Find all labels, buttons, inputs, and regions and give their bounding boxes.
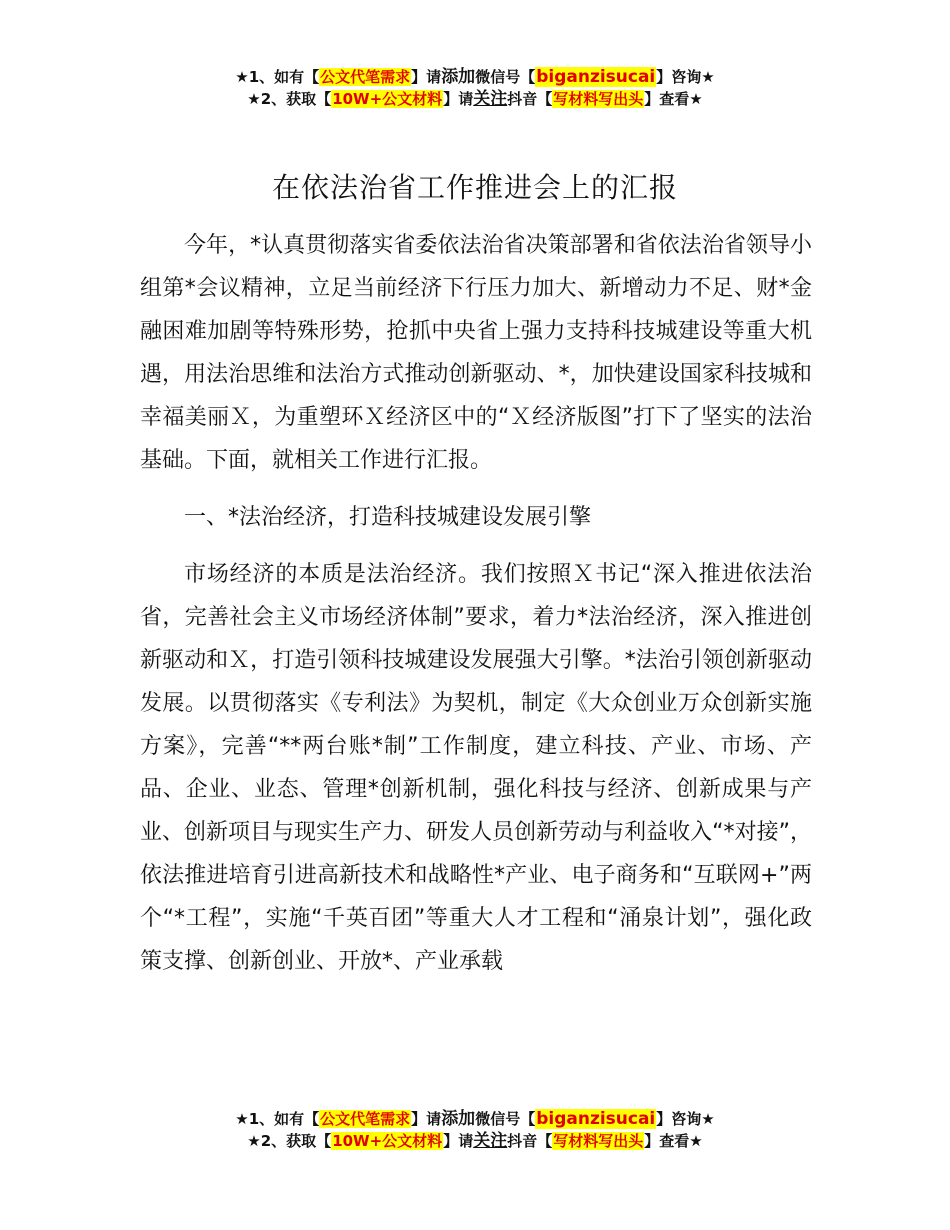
promo-text: 】请 [411, 68, 442, 86]
promo-text: 】请 [411, 1110, 442, 1128]
document-title: 在依法治省工作推进会上的汇报 [271, 171, 678, 204]
promo-notice-bottom [0, 1108, 950, 1152]
promo-notice-top [0, 66, 950, 110]
promo-text: 抖音【 [507, 90, 553, 108]
promo-line-2 [0, 88, 950, 110]
douyin-account: 写材料写出头 [553, 1132, 644, 1150]
promo-emphasis: 关注 [473, 1131, 508, 1151]
promo-text: 】请 [443, 90, 474, 108]
promo-emphasis: 添加 [441, 67, 476, 87]
wechat-id: biganzisucai [536, 67, 656, 87]
wechat-id: biganzisucai [536, 1109, 656, 1129]
paragraph-section-1: 市场经济的本质是法治经济。我们按照Ｘ书记“深入推进依法治省，完善社会主义市场经济体制”要求，着力*法治经济，深入推进创新驱动和Ｘ，打造引领科技城建设发展强大引擎。*法治引领创新驱动发展。以贯彻落实《专利法》为契机，制定《大众创业万众创新实施方案》，完善“**两台账*制”工作制度，建立科技、产业、市场、产品、企业、业态、管理*创新机制，强化科技与经济、创新成果与产业、创新项目与现实生产力、研发人员创新劳动与利益收入“*对接”，依法推进培育引进高新技术和战略性*产业、电子商务和“互联网+”两个“*工程”，实施“千英百团”等重大人才工程和“涌泉计划”，强化政策支撑、创新创业、开放*、产业承载 [140, 562, 812, 974]
promo-highlight: 10W+公文材料 [332, 1132, 443, 1150]
promo-text: ★1、如有【 [235, 68, 320, 86]
section-heading-1: 一、*法治经济，打造科技城建设发展引擎 [184, 505, 592, 530]
promo-emphasis: 关注 [473, 89, 508, 109]
promo-text: 】查看★ [644, 90, 703, 108]
promo-text: 微信号【 [475, 68, 536, 86]
promo-text: 】咨询★ [656, 68, 715, 86]
promo-highlight: 公文代笔需求 [320, 1110, 411, 1128]
promo-text: ★1、如有【 [235, 1110, 320, 1128]
promo-line-1 [0, 66, 950, 88]
promo-text: ★2、获取【 [247, 90, 332, 108]
promo-text: 】咨询★ [656, 1110, 715, 1128]
promo-text: 】请 [443, 1132, 474, 1150]
promo-highlight: 公文代笔需求 [320, 68, 411, 86]
paragraph-intro: 今年，*认真贯彻落实省委依法治省决策部署和省依法治省领导小组第*会议精神，立足当前经济下行压力加大、新增动力不足、财*金融困难加剧等特殊形势，抢抓中央省上强力支持科技城建设等重大机遇，用法治思维和法治方式推动创新驱动、*，加快建设国家科技城和幸福美丽Ｘ，为重塑环Ｘ经济区中的“Ｘ经济版图”打下了坚实的法治基础。下面，就相关工作进行汇报。 [140, 233, 812, 473]
promo-text: ★2、获取【 [247, 1132, 332, 1150]
promo-text: 微信号【 [475, 1110, 536, 1128]
promo-text: 】查看★ [644, 1132, 703, 1150]
document-body [140, 224, 812, 997]
promo-emphasis: 添加 [441, 1109, 476, 1129]
promo-highlight: 10W+公文材料 [332, 90, 443, 108]
promo-line-1 [0, 1108, 950, 1130]
douyin-account: 写材料写出头 [553, 90, 644, 108]
promo-line-2 [0, 1130, 950, 1152]
promo-text: 抖音【 [507, 1132, 553, 1150]
